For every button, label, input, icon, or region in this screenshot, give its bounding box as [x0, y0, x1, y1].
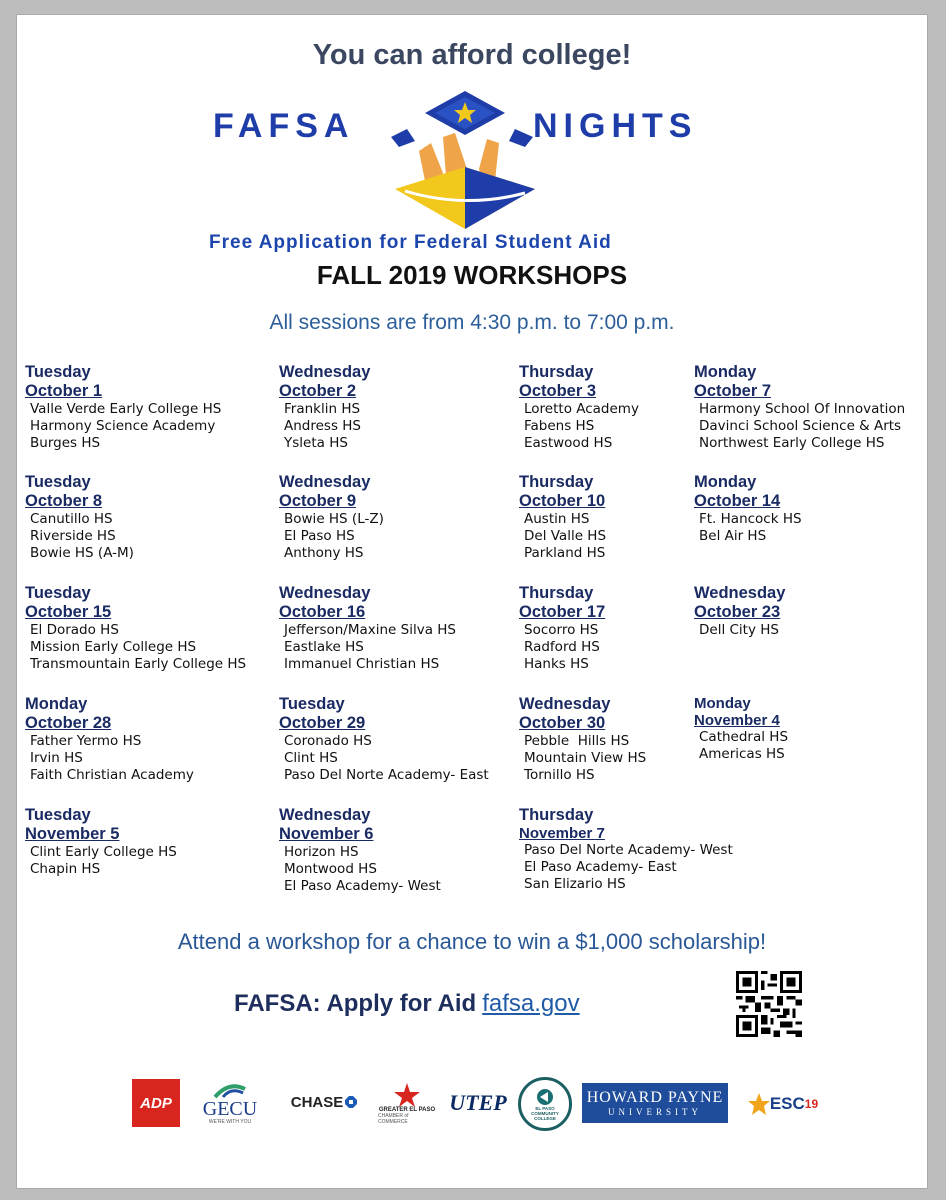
school-item: Mountain View HS — [524, 750, 647, 766]
school-item: Parkland HS — [524, 545, 606, 561]
chase-logo — [284, 1089, 364, 1115]
school-item: Davinci School Science & Arts — [699, 418, 902, 434]
school-item: Austin HS — [524, 511, 590, 527]
school-item: Pebble Hills HS — [524, 733, 630, 749]
graduation-emblem-icon — [385, 89, 545, 234]
session-date: October 29 — [279, 714, 366, 732]
session-date: November 6 — [279, 825, 374, 843]
session-day: Wednesday — [694, 584, 786, 602]
session-day: Thursday — [519, 806, 594, 824]
session-day: Tuesday — [25, 584, 91, 602]
esc-star-icon — [748, 1093, 770, 1115]
school-item: Fabens HS — [524, 418, 595, 434]
session-card — [519, 806, 733, 893]
logo-left-word: FAFSA — [213, 107, 355, 145]
session-day: Wednesday — [279, 584, 371, 602]
school-item: Bel Air HS — [699, 528, 767, 544]
school-item: Valle Verde Early College HS — [30, 401, 222, 417]
school-item: Irvin HS — [30, 750, 83, 766]
gecu-text: GECU — [202, 1098, 258, 1120]
sponsor-logos — [132, 1077, 822, 1141]
session-day: Wednesday — [279, 473, 371, 491]
esc19-logo — [744, 1077, 822, 1131]
logo-subtitle: Free Application for Federal Student Aid — [209, 232, 612, 253]
gecu-tagline: WE'RE WITH YOU — [208, 1119, 252, 1125]
hpu-name: HOWARD PAYNE — [586, 1089, 724, 1106]
session-card — [25, 806, 177, 878]
session-card — [519, 473, 606, 562]
apply-line — [234, 990, 580, 1018]
chase-text: CHASE — [290, 1093, 344, 1111]
session-card — [279, 473, 384, 562]
fafsa-nights-logo — [195, 89, 759, 267]
logo-right-word: NIGHTS — [533, 107, 698, 145]
school-item: Clint Early College HS — [30, 844, 177, 860]
school-item: Horizon HS — [284, 844, 359, 860]
school-item: Harmony Science Academy — [30, 418, 216, 434]
tagline: You can afford college! — [312, 39, 632, 71]
session-card — [279, 695, 489, 784]
school-item: Transmountain Early College HS — [30, 656, 247, 672]
school-item: Jefferson/Maxine Silva HS — [284, 622, 456, 638]
chamber-name: GREATER EL PASO — [378, 1107, 436, 1113]
session-date: October 30 — [519, 714, 606, 732]
hpu-subtitle: UNIVERSITY — [608, 1107, 702, 1117]
session-date: November 5 — [25, 825, 120, 843]
session-day: Wednesday — [519, 695, 611, 713]
session-card — [519, 584, 605, 673]
school-item: Del Valle HS — [524, 528, 607, 544]
school-item: San Elizario HS — [524, 876, 626, 892]
school-item: Socorro HS — [524, 622, 599, 638]
session-day: Monday — [25, 695, 88, 713]
chamber-star-icon — [394, 1083, 420, 1107]
qr-code-icon[interactable] — [736, 971, 802, 1037]
gecu-logo — [194, 1077, 266, 1131]
session-card — [694, 473, 802, 545]
school-item: Radford HS — [524, 639, 600, 655]
esc-number: 19 — [804, 1097, 819, 1111]
utep-text: UTEP — [449, 1090, 507, 1115]
school-item: Bowie HS (A-M) — [30, 545, 134, 561]
chamber-subtitle: CHAMBER of COMMERCE — [378, 1113, 409, 1125]
session-card — [519, 363, 639, 452]
chase-octagon-icon — [345, 1096, 357, 1108]
apply-label: FAFSA: Apply for Aid — [234, 990, 477, 1017]
session-date: October 14 — [694, 492, 781, 510]
school-item: Coronado HS — [284, 733, 372, 749]
school-item: El Paso HS — [284, 528, 355, 544]
school-item: Chapin HS — [30, 861, 101, 877]
school-item: El Dorado HS — [30, 622, 119, 638]
session-day: Tuesday — [25, 363, 91, 381]
session-day: Monday — [694, 473, 757, 491]
session-hours: All sessions are from 4:30 p.m. to 7:00 p.m. — [269, 311, 675, 334]
session-date: October 17 — [519, 603, 606, 621]
session-card — [25, 363, 221, 452]
session-date: October 7 — [694, 382, 772, 400]
gecu-swoosh-icon — [213, 1083, 247, 1099]
adp-logo — [132, 1079, 180, 1127]
session-date: October 8 — [25, 492, 103, 510]
school-item: Eastwood HS — [524, 435, 613, 451]
scholarship-promo: Attend a workshop for a chance to win a $1,000 scholarship! — [177, 929, 767, 954]
school-item: Harmony School Of Innovation — [699, 401, 906, 417]
session-day: Monday — [694, 695, 751, 712]
esc-text: ESC — [769, 1094, 805, 1113]
school-item: Father Yermo HS — [30, 733, 142, 749]
school-item: Eastlake HS — [284, 639, 364, 655]
school-item: Clint HS — [284, 750, 338, 766]
session-card — [519, 695, 646, 784]
session-day: Tuesday — [25, 806, 91, 824]
flyer-page — [16, 14, 928, 1189]
school-item: Loretto Academy — [524, 401, 639, 417]
session-card — [279, 806, 441, 895]
school-item: Riverside HS — [30, 528, 116, 544]
session-card — [694, 584, 785, 639]
session-date: November 4 — [694, 712, 780, 729]
epcc-text: EL PASO COMMUNITY COLLEGE — [531, 1105, 559, 1121]
epcc-logo — [518, 1077, 572, 1131]
session-card — [694, 363, 905, 452]
session-card — [694, 695, 788, 763]
school-item: Paso Del Norte Academy- West — [524, 842, 733, 858]
session-card — [25, 473, 134, 562]
school-item: Dell City HS — [699, 622, 779, 638]
session-date: October 1 — [25, 382, 103, 400]
session-day: Tuesday — [25, 473, 91, 491]
school-item: Montwood HS — [284, 861, 377, 877]
session-card — [25, 695, 194, 784]
school-item: Hanks HS — [524, 656, 589, 672]
session-date: October 9 — [279, 492, 357, 510]
session-date: October 28 — [25, 714, 112, 732]
school-item: Mission Early College HS — [30, 639, 197, 655]
session-day: Thursday — [519, 584, 594, 602]
school-item: Canutillo HS — [30, 511, 113, 527]
epcc-arrow-icon — [532, 1088, 558, 1106]
school-item: Tornillo HS — [524, 767, 595, 783]
session-day: Monday — [694, 363, 757, 381]
school-item: Americas HS — [699, 746, 785, 762]
school-item: Paso Del Norte Academy- East — [284, 767, 489, 783]
school-item: Ysleta HS — [284, 435, 348, 451]
session-date: October 10 — [519, 492, 606, 510]
session-day: Tuesday — [279, 695, 345, 713]
school-item: Franklin HS — [284, 401, 361, 417]
school-item: Anthony HS — [284, 545, 364, 561]
hpu-logo — [582, 1083, 728, 1123]
school-item: Immanuel Christian HS — [284, 656, 440, 672]
school-item: Ft. Hancock HS — [699, 511, 802, 527]
session-day: Wednesday — [279, 806, 371, 824]
school-item: El Paso Academy- East — [524, 859, 677, 875]
school-item: Burges HS — [30, 435, 101, 451]
fafsa-link[interactable]: fafsa.gov — [482, 990, 580, 1017]
school-item: Northwest Early College HS — [699, 435, 885, 451]
adp-text: ADP — [140, 1094, 172, 1112]
session-day: Thursday — [519, 473, 594, 491]
utep-logo — [450, 1083, 506, 1123]
school-item: Cathedral HS — [699, 729, 789, 745]
session-date: October 2 — [279, 382, 357, 400]
session-day: Wednesday — [279, 363, 371, 381]
school-item: Faith Christian Academy — [30, 767, 194, 783]
session-date: October 23 — [694, 603, 781, 621]
session-card — [25, 584, 246, 673]
session-card — [279, 584, 456, 673]
school-item: Bowie HS (L-Z) — [284, 511, 384, 527]
session-date: November 7 — [519, 825, 605, 842]
school-item: Andress HS — [284, 418, 361, 434]
session-date: October 15 — [25, 603, 112, 621]
session-day: Thursday — [519, 363, 594, 381]
workshops-heading: FALL 2019 WORKSHOPS — [316, 260, 628, 290]
school-item: El Paso Academy- West — [284, 878, 441, 894]
chamber-logo — [378, 1077, 436, 1131]
session-card — [279, 363, 370, 452]
session-date: October 16 — [279, 603, 366, 621]
session-date: October 3 — [519, 382, 597, 400]
